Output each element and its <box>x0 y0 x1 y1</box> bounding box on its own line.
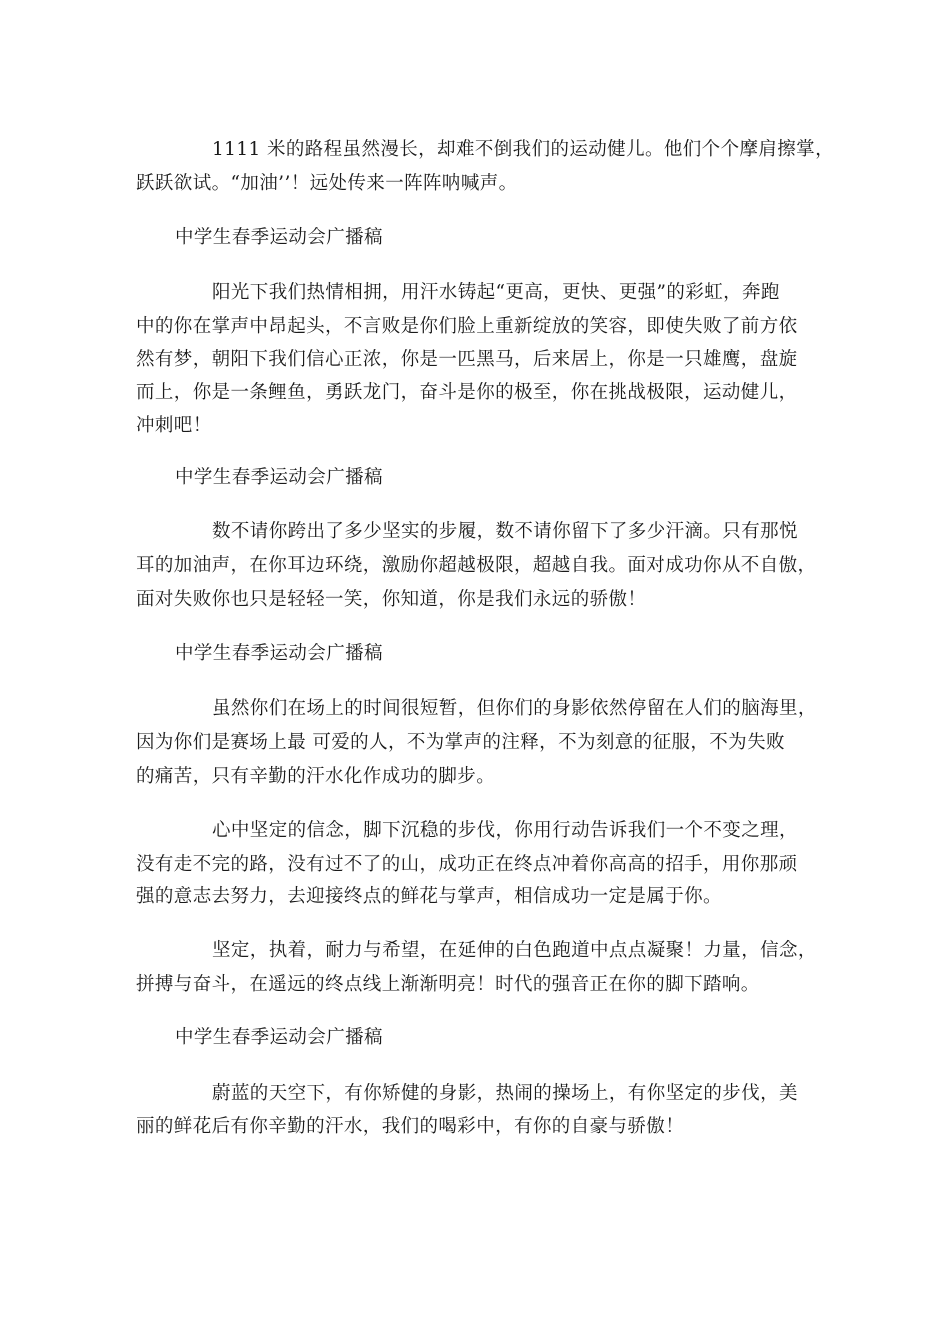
paragraph-line: 耳的加油声，在你耳边环绕，激励你超越极限，超越自我。面对成功你从不自傲， <box>136 555 817 576</box>
paragraph-line: 中的你在掌声中昂起头，不言败是你们脸上重新绽放的笑容，即使失败了前方依 <box>136 316 798 337</box>
paragraph-line: 阳光下我们热情相拥，用汗水铸起“更高，更快、更强”的彩虹，奔跑 <box>212 282 780 303</box>
paragraph-line: 虽然你们在场上的时间很短暂，但你们的身影依然停留在人们的脑海里， <box>212 698 817 719</box>
section-heading: 中学生春季运动会广播稿 <box>175 227 383 248</box>
paragraph-line: 丽的鲜花后有你辛勤的汗水，我们的喝彩中，有你的自豪与骄傲！ <box>136 1116 685 1137</box>
paragraph-line: 坚定，执着，耐力与希望，在延伸的白色跑道中点点凝聚！力量，信念， <box>212 940 817 961</box>
paragraph-line: 蔚蓝的天空下，有你矫健的身影，热闹的操场上，有你坚定的步伐，美 <box>212 1083 798 1104</box>
paragraph-line: 数不请你跨出了多少坚实的步履，数不请你留下了多少汗滴。只有那悦 <box>212 521 798 542</box>
paragraph-line: 心中坚定的信念，脚下沉稳的步伐，你用行动告诉我们一个不变之理， <box>212 820 798 841</box>
paragraph-line: 没有走不完的路，没有过不了的山，成功正在终点冲着你高高的招手，用你那顽 <box>136 854 798 875</box>
section-heading: 中学生春季运动会广播稿 <box>175 643 383 664</box>
paragraph-line: 因为你们是赛场上最 可爱的人，不为掌声的注释，不为刻意的征服，不为失败 <box>136 732 785 753</box>
paragraph-line: 冲刺吧！ <box>136 415 212 436</box>
paragraph-line: 的痛苦，只有辛勤的汗水化作成功的脚步。 <box>136 766 496 787</box>
section-heading: 中学生春季运动会广播稿 <box>175 1027 383 1048</box>
paragraph-line: 跃跃欲试。“加油’’！远处传来一阵阵呐喊声。 <box>136 173 518 194</box>
section-heading: 中学生春季运动会广播稿 <box>175 467 383 488</box>
paragraph-line: 而上，你是一条鲤鱼，勇跃龙门，奋斗是你的极至，你在挑战极限，运动健儿， <box>136 382 798 403</box>
paragraph-line: 强的意志去努力，去迎接终点的鲜花与掌声，相信成功一定是属于你。 <box>136 886 722 907</box>
paragraph-line: 1111 米的路程虽然漫长，却难不倒我们的运动健儿。他们个个摩肩擦掌， <box>212 139 834 160</box>
paragraph-line: 然有梦，朝阳下我们信心正浓，你是一匹黑马，后来居上，你是一只雄鹰，盘旋 <box>136 349 798 370</box>
paragraph-line: 面对失败你也只是轻轻一笑，你知道，你是我们永远的骄傲！ <box>136 589 647 610</box>
paragraph-line: 拼搏与奋斗，在遥远的终点线上渐渐明亮！时代的强音正在你的脚下踏响。 <box>136 974 760 995</box>
